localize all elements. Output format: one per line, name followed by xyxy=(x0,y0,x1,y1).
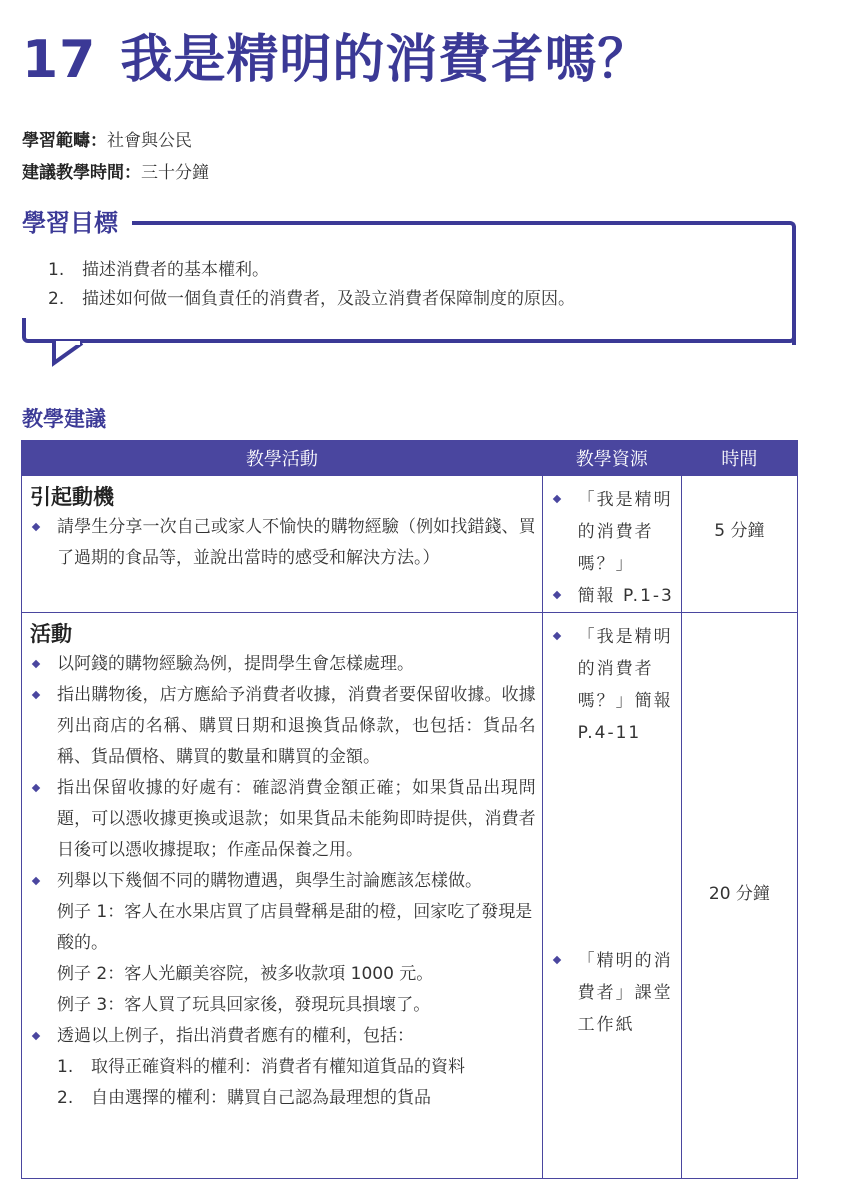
learning-area-value: 社會與公民 xyxy=(107,131,192,151)
example-item: 例子 3：客人買了玩具回家後，發現玩具損壞了。 xyxy=(57,995,431,1015)
suggestions-heading: 教學建議 xyxy=(22,407,106,431)
activity-cell xyxy=(22,613,543,1179)
lesson-plan-table xyxy=(21,440,798,1179)
activity-bullet: 列舉以下幾個不同的購物遭遇，與學生討論應該怎樣做。 xyxy=(22,866,542,897)
header-time: 時間 xyxy=(681,441,797,476)
right-item: 1. 取得正確資料的權利：消費者有權知道貨品的資料 xyxy=(57,1057,465,1077)
resource-item: 「我是精明的消費者嗎？」 xyxy=(578,484,675,580)
table-row xyxy=(22,476,798,613)
time-cell xyxy=(681,476,797,613)
time-value: 5 分鐘 xyxy=(714,521,765,541)
goals-list xyxy=(48,256,575,314)
resources-cell xyxy=(542,613,681,1179)
resource-item: 「我是精明的消費者 嗎？」簡報 P.4-11 xyxy=(578,621,675,749)
lesson-title: 我是精明的消費者嗎？ xyxy=(120,30,651,90)
resource-item: 簡報 P.1-3 xyxy=(578,580,675,612)
activity-cell xyxy=(22,476,543,613)
header-activity: 教學活動 xyxy=(22,441,543,476)
example-item: 例子 2：客人光顧美容院，被多收款項 1000 元。 xyxy=(57,964,434,984)
activity-bullet: 透過以上例子，指出消費者應有的權利，包括： xyxy=(22,1021,542,1052)
row-heading: 引起動機 xyxy=(30,485,114,509)
resource-item: 「精明的消費者」課堂工作紙 xyxy=(578,945,675,1041)
resources-cell xyxy=(542,476,681,613)
goals-heading: 學習目標 xyxy=(22,206,132,240)
table-row xyxy=(22,613,798,1179)
example-item: 例子 1：客人在水果店買了店員聲稱是甜的橙，回家吃了發現是酸的。 xyxy=(57,902,533,953)
activity-bullet: 以阿錢的購物經驗為例，提問學生會怎樣處理。 xyxy=(22,649,542,680)
time-cell xyxy=(681,613,797,1179)
header-resources: 教學資源 xyxy=(542,441,681,476)
teaching-time-value: 三十分鐘 xyxy=(141,163,209,183)
learning-area-label: 學習範疇： xyxy=(22,131,107,151)
teaching-time-label: 建議教學時間： xyxy=(22,163,141,183)
row-heading: 活動 xyxy=(30,622,72,646)
goal-item: 2. 描述如何做一個負責任的消費者，及設立消費者保障制度的原因。 xyxy=(48,289,575,309)
right-item: 2. 自由選擇的權利：購買自己認為最理想的貨品 xyxy=(57,1088,431,1108)
goal-item: 1. 描述消費者的基本權利。 xyxy=(48,260,269,280)
speech-tail-icon xyxy=(0,0,850,370)
activity-bullet: 指出購物後，店方應給予消費者收據，消費者要保留收據。收據列出商店的名稱、購買日期和退換貨品條款，也包括：貨品名稱、貨品價格、購買的數量和購買的金額。 xyxy=(22,680,542,773)
time-value: 20 分鐘 xyxy=(708,884,770,904)
activity-bullet: 指出保留收據的好處有：確認消費金額正確；如果貨品出現問題，可以憑收據更換或退款；如果貨品未能夠即時提供，消費者日後可以憑收據提取；作產品保養之用。 xyxy=(22,773,542,866)
activity-bullet: 請學生分享一次自己或家人不愉快的購物經驗（例如找錯錢、買了過期的食品等，並說出當時的感受和解決方法。） xyxy=(22,512,542,574)
lesson-number: 17 xyxy=(22,30,97,90)
